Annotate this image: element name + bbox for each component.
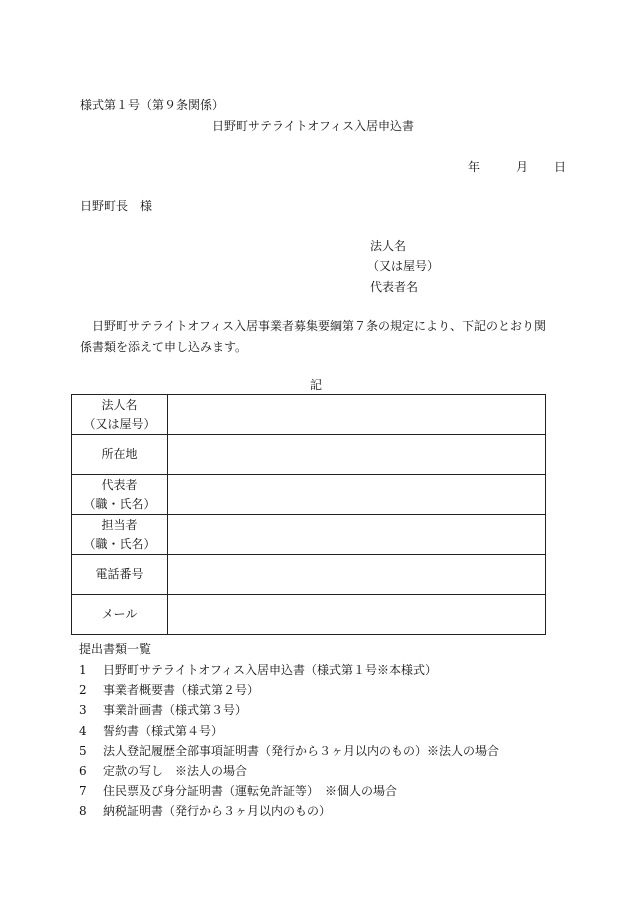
- input-cell-phone[interactable]: [168, 555, 546, 595]
- row-label: [72, 475, 168, 515]
- input-cell-corporate-name[interactable]: [168, 395, 546, 435]
- item-number: 3: [79, 703, 87, 718]
- item-text: 住民票及び身分証明書（運転免許証等） ※個人の場合: [103, 784, 398, 799]
- item-text: 法人登記履歴全部事項証明書（発行から３ヶ月以内のもの）※法人の場合: [103, 743, 500, 758]
- row-label-line1: 代表者: [101, 477, 138, 492]
- date-month: 月: [516, 160, 529, 174]
- applicant-name-label: 法人名: [370, 239, 407, 253]
- list-item: [79, 700, 499, 720]
- row-label-line1: 法人名: [101, 397, 138, 412]
- input-cell-contact-person[interactable]: [168, 515, 546, 555]
- row-label-line1: 担当者: [101, 517, 138, 532]
- item-text: 日野町サテライトオフィス入居申込書（様式第１号※本様式）: [103, 663, 437, 677]
- item-number: 6: [79, 763, 87, 778]
- list-item: [79, 680, 499, 700]
- document-title: 日野町サテライトオフィス入居申込書: [212, 119, 414, 133]
- item-number: 5: [79, 743, 87, 758]
- input-cell-address[interactable]: [168, 435, 546, 475]
- list-item: [79, 801, 499, 821]
- item-text: 定款の写し ※法人の場合: [103, 763, 248, 778]
- table-row: [72, 515, 546, 555]
- table-row: [72, 475, 546, 515]
- item-number: 1: [79, 663, 87, 677]
- list-item: [79, 781, 499, 801]
- row-label-line2: （職・氏名）: [83, 496, 156, 511]
- row-label-line1: 電話番号: [95, 567, 144, 581]
- item-text: 事業者概要書（様式第２号）: [103, 683, 260, 698]
- applicant-rep-label: 代表者名: [370, 280, 419, 294]
- body-text: 日野町サテライトオフィス入居事業者募集要綱第７条の規定により、下記のとおり関係書類を添えて申し込みます。: [80, 319, 546, 354]
- row-label-line1: メール: [101, 607, 138, 621]
- item-number: 2: [79, 683, 87, 698]
- form-number: 様式第１号（第９条関係）: [80, 98, 225, 112]
- item-number: 8: [79, 804, 87, 819]
- item-text: 誓約書（様式第４号）: [103, 723, 224, 738]
- list-item: [79, 741, 499, 761]
- item-text: 納税証明書（発行から３ヶ月以内のもの）: [103, 804, 332, 819]
- date-year: 年: [468, 160, 481, 174]
- date-day: 日: [554, 160, 567, 174]
- table-row: [72, 595, 546, 635]
- table-row: [72, 395, 546, 435]
- row-label-line1: 所在地: [101, 447, 138, 461]
- row-label: [72, 555, 168, 595]
- row-label-line2: （職・氏名）: [83, 536, 156, 551]
- info-table: [71, 394, 546, 635]
- row-label: [72, 435, 168, 475]
- date-line: [468, 158, 566, 175]
- row-label: [72, 395, 168, 435]
- documents-list: [79, 660, 499, 822]
- documents-heading: 提出書類一覧: [79, 642, 152, 656]
- row-label-line2: （又は屋号）: [83, 416, 156, 431]
- table-row: [72, 435, 546, 475]
- ki-heading: 記: [310, 378, 323, 392]
- item-number: 4: [79, 723, 87, 738]
- list-item: [79, 660, 499, 680]
- input-cell-representative[interactable]: [168, 475, 546, 515]
- list-item: [79, 761, 499, 781]
- item-text: 事業計画書（様式第３号）: [103, 703, 248, 718]
- list-item: [79, 721, 499, 741]
- row-label: [72, 515, 168, 555]
- item-number: 7: [79, 784, 87, 799]
- addressee: 日野町長 様: [80, 199, 153, 213]
- row-label: [72, 595, 168, 635]
- input-cell-email[interactable]: [168, 595, 546, 635]
- table-row: [72, 555, 546, 595]
- applicant-name-alt-label: （又は屋号）: [367, 259, 440, 273]
